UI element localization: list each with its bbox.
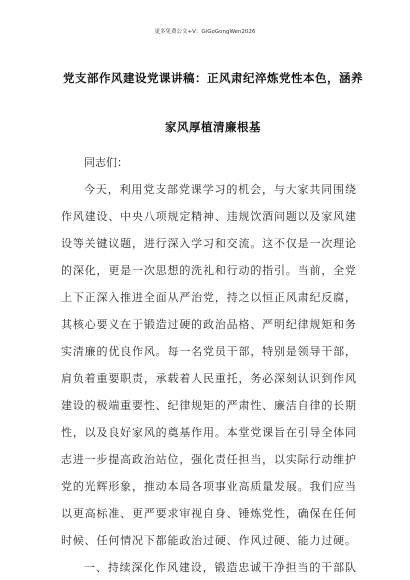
header-note: 更多免费公文+V：GiGoGongWen2026 [154, 29, 256, 35]
body-line: 今天，利用党支部党课学习的机会，与大家共同围绕 [84, 183, 357, 196]
body-line: 以更高标准、更严要求审视自身、锤炼党性，确保在任何 [61, 507, 357, 520]
body-line: 肩负着重要职责，承载着人民重托，务必深刻认识到作风 [61, 372, 357, 385]
body-line: 时候、任何情况下都能政治过硬、作风过硬、能力过硬。 [61, 534, 357, 547]
body-line: 志进一步提高政治站位，强化责任担当，以实际行动维护 [61, 453, 357, 466]
document-title-line-1: 党支部作风建设党课讲稿：正风肃纪淬炼党性本色，涵养 [63, 71, 363, 85]
body-line: 设等关键议题，进行深入学习和交流。这不仅是一次理论 [61, 237, 357, 250]
body-line: 其核心要义在于锻造过硬的政治品格、严明纪律规矩和务 [61, 318, 357, 331]
body-line: 实清廉的优良作风。每一名党员干部，特别是领导干部， [61, 345, 357, 358]
body-line: 作风建设、中央八项规定精神、违规饮酒问题以及家风建 [61, 210, 357, 223]
body-line: 建设的极端重要性、纪律规矩的严肃性、廉洁自律的长期 [61, 399, 357, 412]
document-title-line-2: 家风厚植清廉根基 [165, 120, 261, 134]
body-line: 性，以及良好家风的奠基作用。本堂党课旨在引导全体同 [61, 426, 357, 439]
body-line: 的深化，更是一次思想的洗礼和行动的指引。当前，全党 [61, 264, 357, 277]
salutation: 同志们： [84, 156, 128, 169]
body-line: 上下正深入推进全面从严治党，持之以恒正风肃纪反腐， [61, 291, 357, 304]
section-heading: 一、持续深化作风建设，锻造忠诚干净担当的干部队 [84, 561, 357, 574]
body-line: 党的光辉形象，推动本局各项事业高质量发展。我们应当 [61, 480, 357, 493]
